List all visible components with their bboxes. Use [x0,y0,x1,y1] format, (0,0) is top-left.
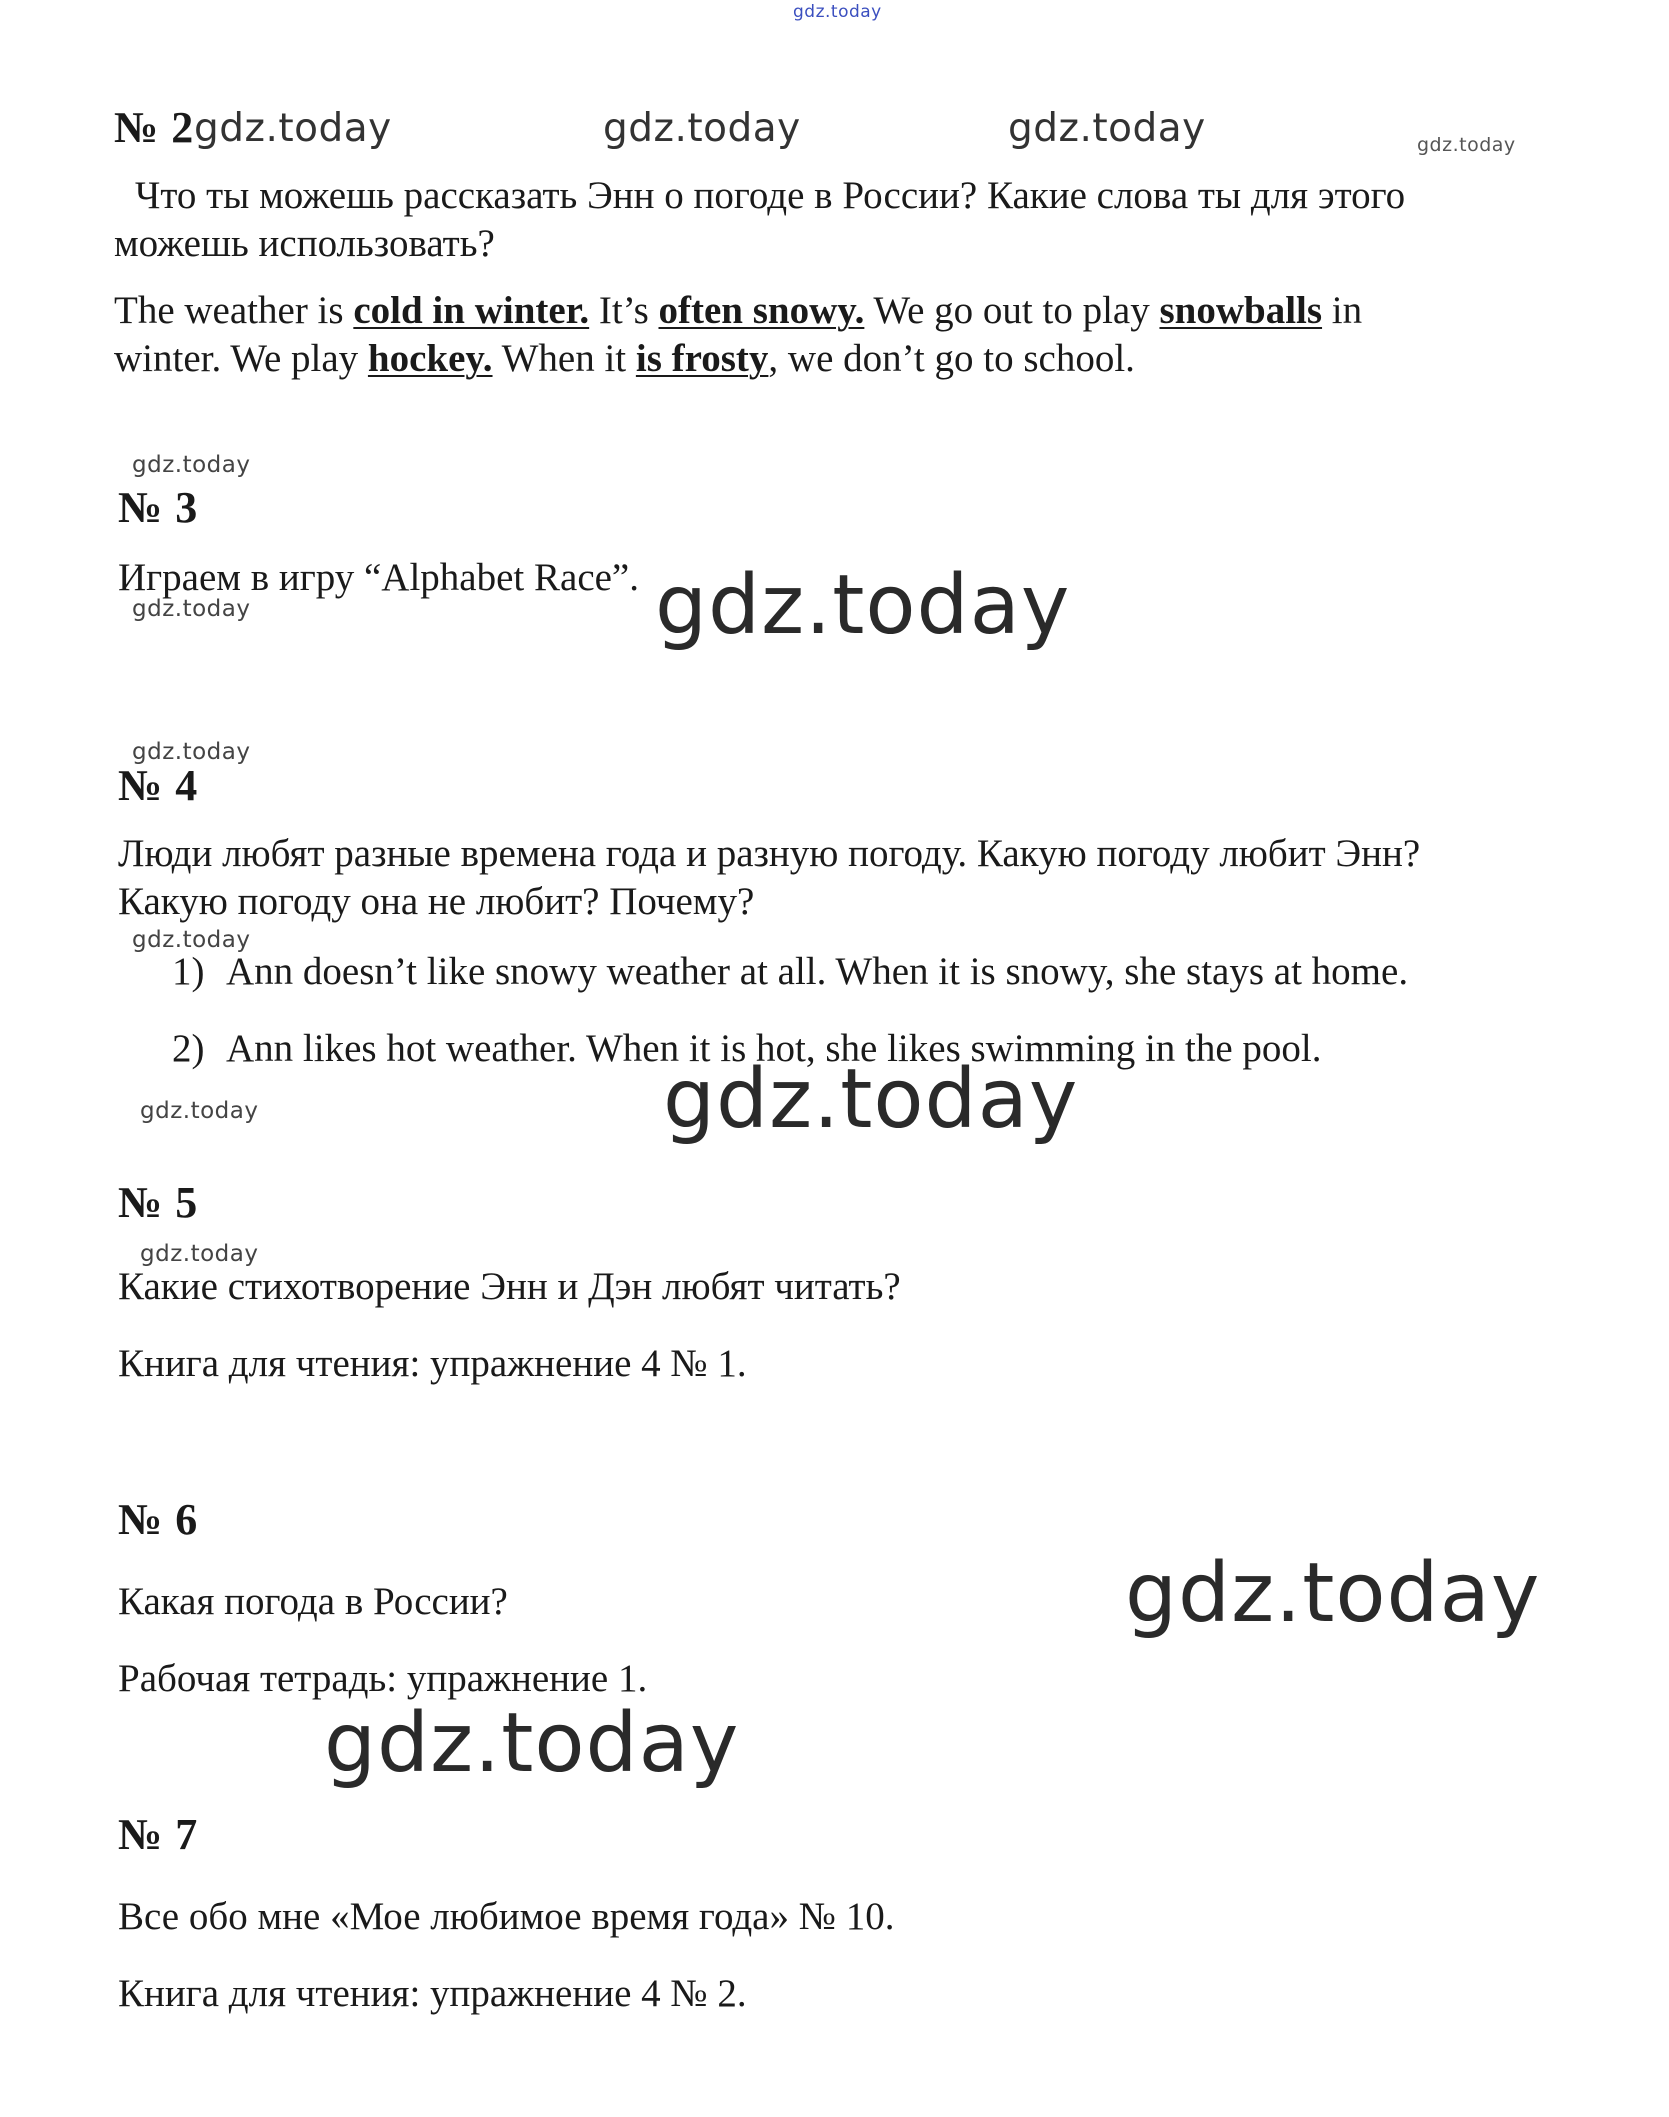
exercise-7-number: № 7 [118,1810,199,1859]
exercise-4-item-2-marker: 2) [172,1027,205,1070]
watermark-large-1: gdz.today [655,558,1071,653]
watermark-large-2: gdz.today [663,1052,1079,1147]
answer-text: When it [492,337,636,380]
exercise-6-answer: Рабочая тетрадь: упражнение 1. [118,1657,648,1700]
watermark-header-3: gdz.today [1008,106,1206,151]
exercise-4-item-1-marker: 1) [172,950,205,993]
exercise-3-number: № 3 [118,483,199,532]
watermark-large-4: gdz.today [324,1696,740,1791]
exercise-7-line-1: Все обо мне «Мое любимое время года» № 10. [118,1895,895,1938]
answer-text: , we don’t go to school. [768,337,1135,380]
watermark-ex5: gdz.today [140,1241,259,1267]
exercise-5-answer: Книга для чтения: упражнение 4 № 1. [118,1342,747,1385]
exercise-4-item-1: Ann doesn’t like snowy weather at all. When it is snowy, she stays at home. [226,950,1409,993]
exercise-6-question: Какая погода в России? [118,1580,508,1623]
answer-keyword: hockey. [367,337,493,380]
exercise-3-text: Играем в игру “Alphabet Race”. [118,556,639,599]
exercise-4-item-2: Ann likes hot weather. When it is hot, she likes swimming in the pool. [226,1027,1322,1070]
exercise-4-question-line-2: Какую погоду она не любит? Почему? [118,880,755,923]
watermark-header-1: gdz.today [194,106,392,151]
answer-keyword: snowballs [1159,289,1323,332]
exercise-2-number: № 2 [114,103,195,152]
answer-text: We go out to play [864,289,1160,332]
exercise-5-question: Какие стихотворение Энн и Дэн любят читать? [118,1265,901,1308]
watermark-ex4-below: gdz.today [140,1098,259,1124]
exercise-5-number: № 5 [118,1178,199,1227]
exercise-2-answer-line-1 [114,287,1362,335]
exercise-7-line-2: Книга для чтения: упражнение 4 № 2. [118,1972,747,2015]
exercise-2-answer-line-2 [114,335,1135,383]
watermark-ex3-above: gdz.today [132,452,251,478]
answer-text: It’s [589,289,659,332]
exercise-4-question-line-1: Люди любят разные времена года и разную погоду. Какую погоду любит Энн? [118,832,1421,875]
exercise-4-number: № 4 [118,761,199,810]
watermark-header-2: gdz.today [603,106,801,151]
answer-keyword: often snowy. [658,289,865,332]
watermark-header-4: gdz.today [1417,134,1516,156]
answer-text: winter. We play [114,337,368,380]
watermark-large-3: gdz.today [1125,1546,1541,1641]
watermark-ex4-above: gdz.today [132,739,251,765]
watermark-ex3-below: gdz.today [132,596,251,622]
answer-keyword: is frosty [635,337,769,380]
watermark-ex4-middle: gdz.today [132,927,251,953]
answer-keyword: cold in winter. [353,289,590,332]
watermark-top: gdz.today [793,2,882,22]
exercise-2-question-line-2: можешь использовать? [114,222,495,265]
exercise-2-question-line-1: Что ты можешь рассказать Энн о погоде в России? Какие слова ты для этого [135,174,1406,217]
exercise-6-number: № 6 [118,1495,199,1544]
answer-text: The weather is [114,289,354,332]
answer-text: in [1322,289,1363,332]
